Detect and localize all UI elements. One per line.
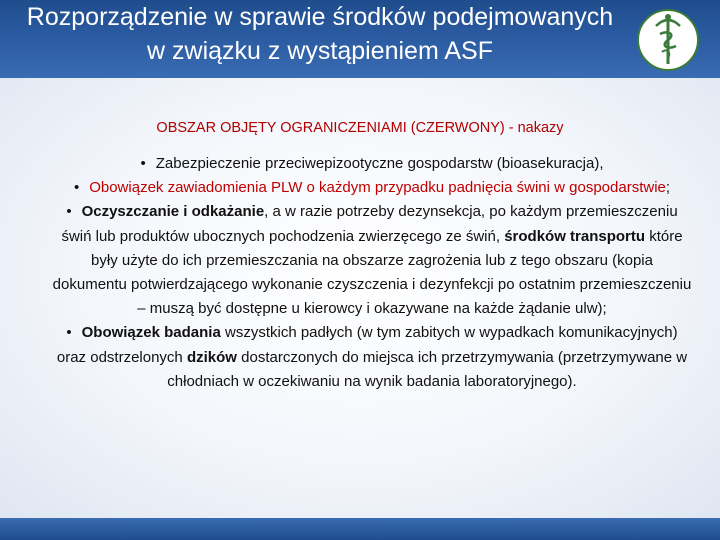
- bullet-marker: •: [66, 324, 72, 342]
- list-item: [52, 200, 692, 321]
- bullet-tail: ;: [665, 179, 671, 197]
- bullet-marker: •: [66, 203, 72, 221]
- bullet-text: Obowiązek zawiadomienia PLW o każdym przypadku padnięcia świni w gospodarstwie: [89, 179, 666, 197]
- bullet-marker: •: [73, 179, 80, 197]
- bullet-text: , a w razie potrzeby dezynsekcja, po każdym przemieszczeniu świń lub produktów ubocznych pochodzenia zwierzęcego ze świń,: [61, 203, 678, 245]
- bullet-marker: •: [140, 155, 146, 172]
- bullet-emphasis: środków transportu: [504, 227, 646, 245]
- bullet-lead: Oczyszczanie i odkażanie: [81, 203, 265, 221]
- list-item: [52, 321, 692, 394]
- bullet-emphasis: dzików: [186, 348, 237, 366]
- veterinary-logo-icon: [636, 8, 700, 72]
- bullet-text: wszystkich padłych (w tym zabitych w wypadkach komunikacyjnych) oraz odstrzelonych: [56, 324, 678, 366]
- bullet-text-continued: dostarczonych do miejsca ich przetrzymywania (przetrzymywane w chłodniach w oczekiwaniu na wynik badania laboratoryjnego).: [167, 348, 688, 390]
- footer-bar: [0, 518, 720, 540]
- bullet-text: Zabezpieczenie przeciwepizootyczne gospodarstw (bioasekuracja),: [155, 155, 604, 172]
- bullet-text-continued: które były użyte do ich przemieszczania na obszarze zagrożenia lub z tego obszaru (kopia dokumentu potwierdzającego wykonanie czyszczenia i dezynfekcji po ostatnim przemieszczeniu – muszą być dostępne u kierowcy i okazywane na każde żądanie ulw);: [52, 227, 692, 318]
- list-item: [52, 152, 692, 176]
- bullet-list: [52, 152, 692, 394]
- bullet-lead: Obowiązek badania: [81, 324, 221, 342]
- section-subtitle: OBSZAR OBJĘTY OGRANICZENIAMI (CZERWONY) - nakazy: [156, 120, 564, 136]
- list-item: [52, 176, 692, 200]
- slide-title: Rozporządzenie w sprawie środków podejmowanych w związku z wystąpieniem ASF: [26, 3, 614, 65]
- title-bar: [0, 0, 720, 78]
